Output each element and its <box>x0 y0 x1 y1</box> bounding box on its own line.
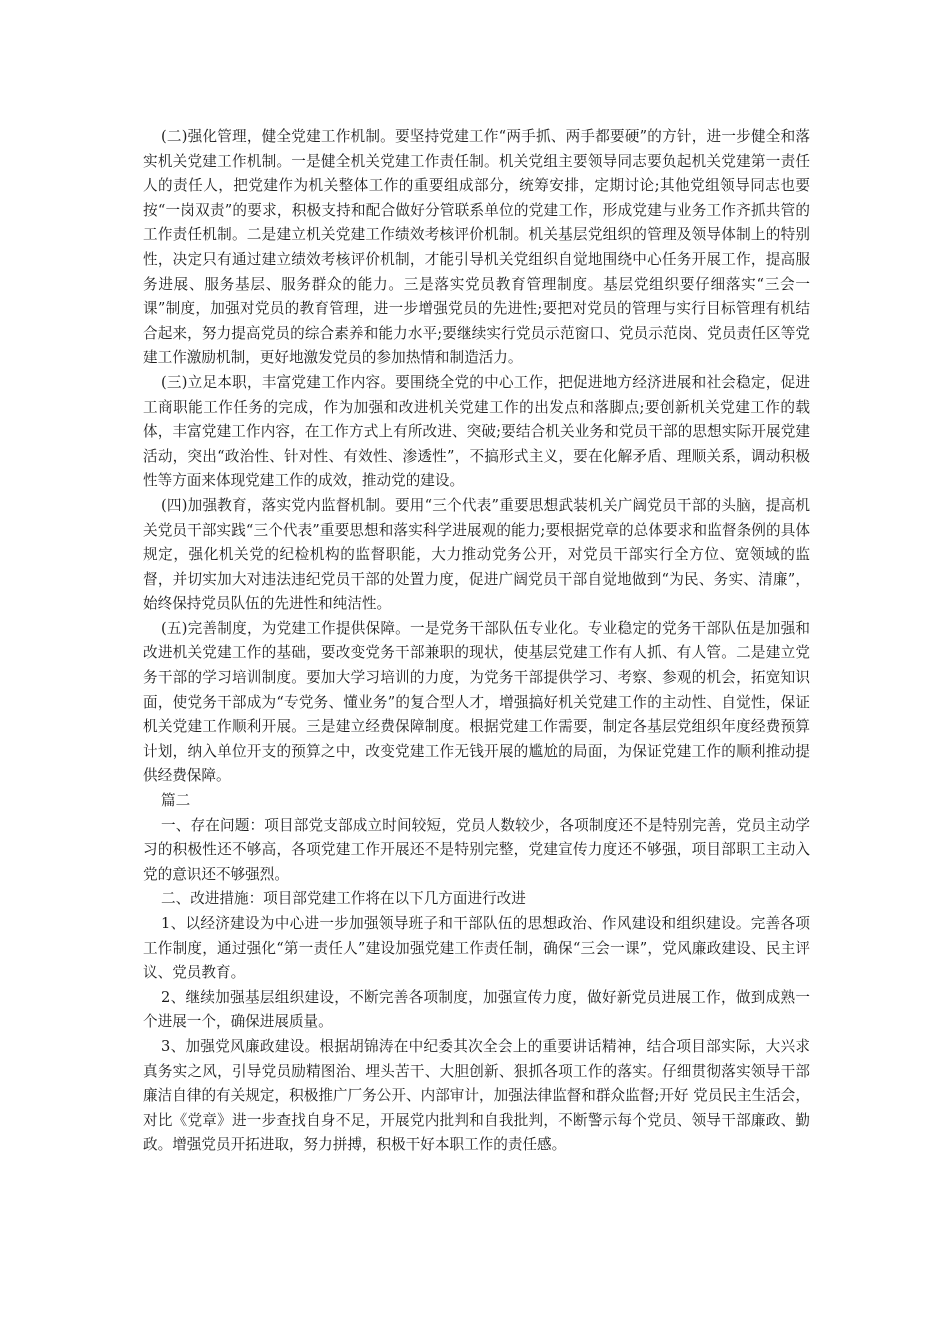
document-body <box>143 125 810 1158</box>
list-item-2: 2、继续加强基层组织建设，不断完善各项制度，加强宣传力度，做好新党员进展工作，做到成熟一个进展一个，确保进展质量。 <box>143 988 810 1031</box>
paragraph-strengthen-management: (二)强化管理，健全党建工作机制。要坚持党建工作“两手抓、两手都要硬”的方针，进一步健全和落实机关党建工作机制。一是健全机关党建工作责任制。机关党组主要领导同志要负起机关党建第一责任人的责任人，把党建作为机关整体工作的重要组成部分，统筹安排，定期讨论;其他党组领导同志也要按“一岗双责”的要求，积极支持和配合做好分管联系单位的党建工作，形成党建与业务工作齐抓共管的工作责任机制。二是建立机关党建工作绩效考核评价机制。机关基层党组织的管理及领导体制上的特别性，决定只有通过建立绩效考核评价机制，才能引导机关党组织自觉地围绕中心任务开展工作，提高服务进展、服务基层、服务群众的能力。三是落实党员教育管理制度。基层党组织要仔细落实“三会一课”制度，加强对党员的教育管理，进一步增强党员的先进性;要把对党员的管理与实行目标管理有机结合起来，努力提高党员的综合素养和能力水平;要继续实行党员示范窗口、党员示范岗、党员责任区等党建工作激励机制，更好地激发党员的参加热情和制造活力。 <box>143 128 810 367</box>
list-item-1: 1、以经济建设为中心进一步加强领导班子和干部队伍的思想政治、作风建设和组织建设。完善各项工作制度，通过强化“第一责任人”建设加强党建工作责任制，确保“三会一课”，党风廉政建设、民主评议、党员教育。 <box>143 915 810 982</box>
list-item-3: 3、加强党风廉政建设。根据胡锦涛在中纪委其次全会上的重要讲话精神，结合项目部实际，大兴求真务实之风，引导党员励精图治、埋头苦干、大胆创新、狠抓各项工作的落实。仔细贯彻落实领导干部廉洁自律的有关规定，积极推广厂务公开、内部审计，加强法律监督和群众监督;开好 党员民主生活会，对比《党章》进一步查找自身不足，开展党内批判和自我批判，不断警示每个党员、领导干部廉政、勤政。增强党员开拓进取，努力拼搏，积极干好本职工作的责任感。 <box>143 1037 810 1154</box>
section-heading-part-two: 篇二 <box>161 792 191 810</box>
paragraph-improvement-measures: 二、改进措施：项目部党建工作将在以下几方面进行改进 <box>161 890 526 908</box>
paragraph-improve-system: (五)完善制度，为党建工作提供保障。一是党务干部队伍专业化。专业稳定的党务干部队伍是加强和改进机关党建工作的基础，要改变党务干部兼职的现状，使基层党建工作有人抓、有人管。二是建立党务干部的学习培训制度。要加大学习培训的力度，为党务干部提供学习、考察、参观的机会，拓宽知识面，使党务干部成为“专党务、懂业务”的复合型人才，增强搞好机关党建工作的主动性、自觉性，保证机关党建工作顺利开展。三是建立经费保障制度。根据党建工作需要，制定各基层党组织年度经费预算计划，纳入单位开支的预算之中，改变党建工作无钱开展的尴尬的局面，为保证党建工作的顺利推动提供经费保障。 <box>143 619 810 785</box>
paragraph-based-on-duty: (三)立足本职，丰富党建工作内容。要围绕全党的中心工作，把促进地方经济进展和社会稳定，促进工商职能工作任务的完成，作为加强和改进机关党建工作的出发点和落脚点;要创新机关党建工作的载体，丰富党建工作内容，在工作方式上有所改进、突破;要结合机关业务和党员干部的思想实际开展党建活动，突出“政治性、针对性、有效性、渗透性”，不搞形式主义，要在化解矛盾、理顺关系，调动积极性等方面来体现党建工作的成效，推动党的建设。 <box>143 373 810 490</box>
paragraph-strengthen-education: (四)加强教育，落实党内监督机制。要用“三个代表”重要思想武装机关广阔党员干部的头脑，提高机关党员干部实践“三个代表”重要思想和落实科学进展观的能力;要根据党章的总体要求和监督条例的具体规定，强化机关党的纪检机构的监督职能，大力推动党务公开，对党员干部实行全方位、宽领域的监督，并切实加大对违法违纪党员干部的处置力度，促进广阔党员干部自觉地做到“为民、务实、清廉”，始终保持党员队伍的先进性和纯洁性。 <box>143 496 810 613</box>
paragraph-existing-problems: 一、存在问题：项目部党支部成立时间较短，党员人数较少，各项制度还不是特别完善，党员主动学习的积极性还不够高，各项党建工作开展还不是特别完整，党建宣传力度还不够强，项目部职工主动入党的意识还不够强烈。 <box>143 816 810 883</box>
